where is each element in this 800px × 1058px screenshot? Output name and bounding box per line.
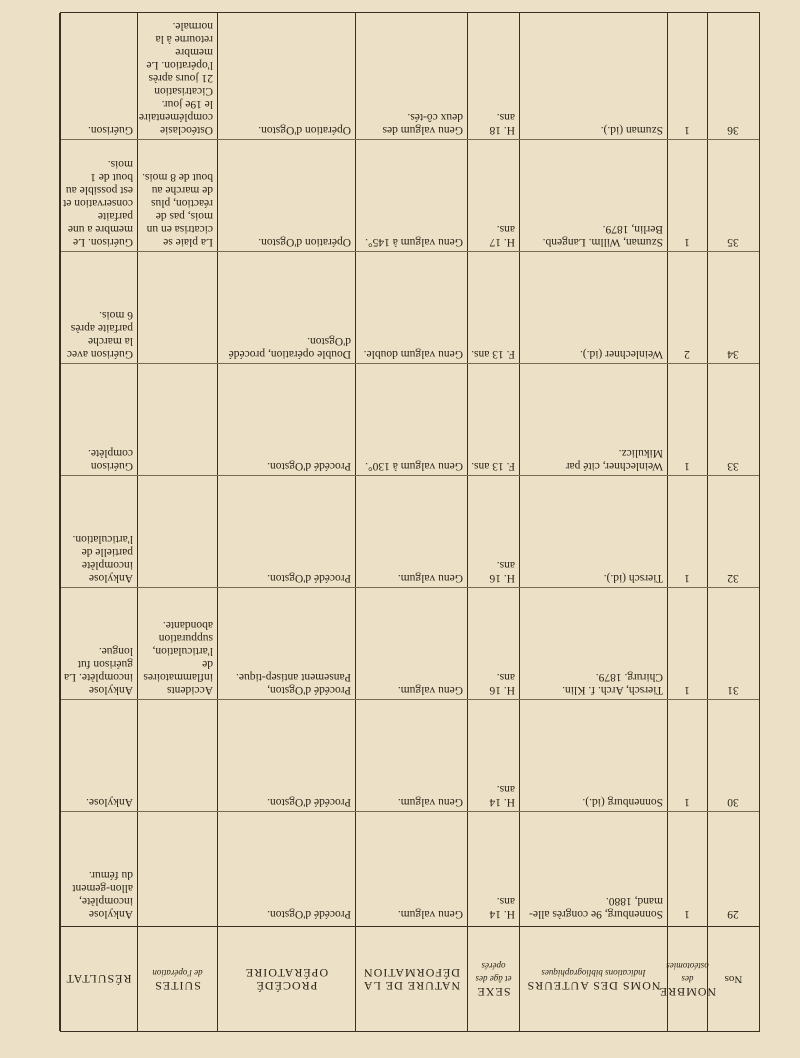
header-auteurs-top: NOMS DES AUTEURS: [526, 979, 661, 993]
row-divider: [61, 139, 759, 140]
cell-auteur: Weinlechner, cité par Mikulicz.: [565, 447, 663, 472]
header-nature-label: NATURE DE LA DÉFORMATION: [362, 966, 461, 993]
header-suites-top: SUITES: [154, 979, 201, 993]
cell-resultat: Ankylose incomplète partielle de l'articulation.: [72, 533, 133, 584]
cell-suites: Accidents inflammatoires de l'articulation, suppuration abondante.: [143, 619, 213, 696]
cell-age: H. 14 ans.: [489, 895, 515, 920]
cell-nombre: 1: [684, 460, 690, 472]
cell-nombre: 1: [684, 796, 690, 808]
cell-procede: Double opération, procédé d'Ogston.: [228, 335, 351, 360]
cell-nombre: 1: [684, 908, 690, 920]
cell-suites: La plaie se cicatrisa en un mois, pas de réaction, plus de marche au bout de 8 mois.: [142, 171, 213, 248]
header-age-bottom: et âge des opérés: [475, 961, 512, 985]
cell-suites: [137, 701, 217, 809]
header-no: [708, 926, 759, 1031]
cell-nombre: 2: [684, 348, 690, 360]
cell-procede: Opération d'Ogston.: [258, 236, 351, 248]
row-divider: [61, 251, 759, 252]
cell-nature: Genu valgum à 130°.: [365, 460, 463, 472]
cell-nature: Genu valgum.: [397, 796, 463, 808]
cell-no: 36: [727, 124, 739, 136]
cell-nature: Genu valgum des deux cô-tés.: [382, 111, 463, 136]
cell-resultat: Ankylose incomplète, allon-gement du fémur.: [72, 869, 133, 920]
header-nombre-top: NOMBRE: [658, 985, 717, 1000]
cell-age: H. 17 ans.: [489, 223, 515, 248]
header-age: [468, 926, 519, 1031]
cell-resultat: Guérison complète.: [87, 447, 133, 472]
cell-auteur: Szuman, Willm. Langenb. Berlin, 1879.: [542, 223, 663, 248]
cell-procede: Opération d'Ogston.: [258, 124, 351, 136]
row-divider: [61, 587, 759, 588]
osteotomy-table: [60, 12, 760, 1032]
cell-nombre: 1: [684, 236, 690, 248]
cell-resultat: Guérison avec la marche parfaite après 6 mois.: [66, 309, 133, 360]
cell-auteur: Tiersch, Arch. f. Klin. Chirurg. 1879.: [562, 671, 663, 696]
cell-auteur: Tiersch (id.).: [603, 572, 663, 584]
cell-resultat: Guérison.: [87, 124, 133, 136]
header-procede: [218, 926, 355, 1031]
header-nombre-bottom: des ostéotomies: [666, 961, 709, 985]
cell-procede: Procédé d'Ogston.: [267, 572, 351, 584]
cell-no: 30: [727, 796, 739, 808]
cell-suites: [137, 813, 217, 921]
cell-auteur: Weinlechner (id.).: [579, 348, 663, 360]
header-no-label: Nos: [724, 973, 743, 986]
row-divider: [61, 811, 759, 812]
cell-no: 29: [727, 908, 739, 920]
cell-resultat: Guérison. Le membre a une parfaite conservation et est possible au bout de 1 mois.: [63, 158, 133, 248]
cell-age: F. 13 ans.: [471, 460, 515, 472]
row-divider: [61, 363, 759, 364]
cell-procede: Procédé d'Ogston.: [267, 908, 351, 920]
row-divider: [61, 699, 759, 700]
cell-procede: Procédé d'Ogston, Pansement antisep-tique.: [236, 671, 351, 696]
header-procede-label: PROCÉDÉ OPÉRATOIRE: [244, 966, 329, 993]
cell-suites: Ostéoclasie complémentaire le 19e jour. Cicatrisation 21 jours après l'opération. Le membre retourne à la normale.: [138, 20, 213, 136]
cell-nombre: 1: [684, 124, 690, 136]
cell-suites: [137, 253, 217, 361]
cell-nombre: 1: [684, 684, 690, 696]
header-nature: [356, 926, 467, 1031]
cell-suites: [137, 477, 217, 585]
cell-resultat: Ankylose incomplète. La guérison fut longue.: [64, 645, 133, 696]
cell-auteur: Szuman (id.).: [600, 124, 663, 136]
cell-procede: Procédé d'Ogston.: [267, 460, 351, 472]
cell-auteur: Sonnenburg, 9e congrès alle-mand, 1880.: [529, 895, 663, 920]
cell-no: 31: [727, 684, 739, 696]
cell-age: H. 16 ans.: [489, 559, 515, 584]
header-nombre: [658, 926, 717, 1031]
cell-age: H. 14 ans.: [489, 783, 515, 808]
cell-no: 35: [727, 236, 739, 248]
cell-no: 33: [727, 460, 739, 472]
cell-nature: Genu valgum double.: [363, 348, 463, 360]
header-suites-bottom: de l'opération: [152, 968, 203, 978]
header-auteurs-bottom: Indications bibliographiques: [541, 968, 646, 978]
cell-no: 32: [727, 572, 739, 584]
cell-age: H. 16 ans.: [489, 671, 515, 696]
cell-procede: Procédé d'Ogston.: [267, 796, 351, 808]
cell-nombre: 1: [684, 572, 690, 584]
cell-no: 34: [727, 348, 739, 360]
cell-nature: Genu valgum.: [397, 684, 463, 696]
header-resultat: [60, 926, 137, 1031]
header-age-top: SEXE: [476, 985, 511, 1000]
header-suites: [138, 926, 217, 1031]
cell-nature: Genu valgum à 145°.: [365, 236, 463, 248]
row-divider: [61, 475, 759, 476]
cell-age: F. 13 ans.: [471, 348, 515, 360]
header-auteurs: [520, 926, 667, 1031]
cell-auteur: Sonnenburg (id.).: [582, 796, 663, 808]
cell-suites: [137, 365, 217, 473]
header-resultat-label: RÉSULTAT: [65, 972, 132, 987]
cell-age: H. 18 ans.: [489, 111, 515, 136]
cell-nature: Genu valgum.: [397, 908, 463, 920]
cell-nature: Genu valgum.: [397, 572, 463, 584]
cell-resultat: Ankylose.: [86, 796, 133, 808]
